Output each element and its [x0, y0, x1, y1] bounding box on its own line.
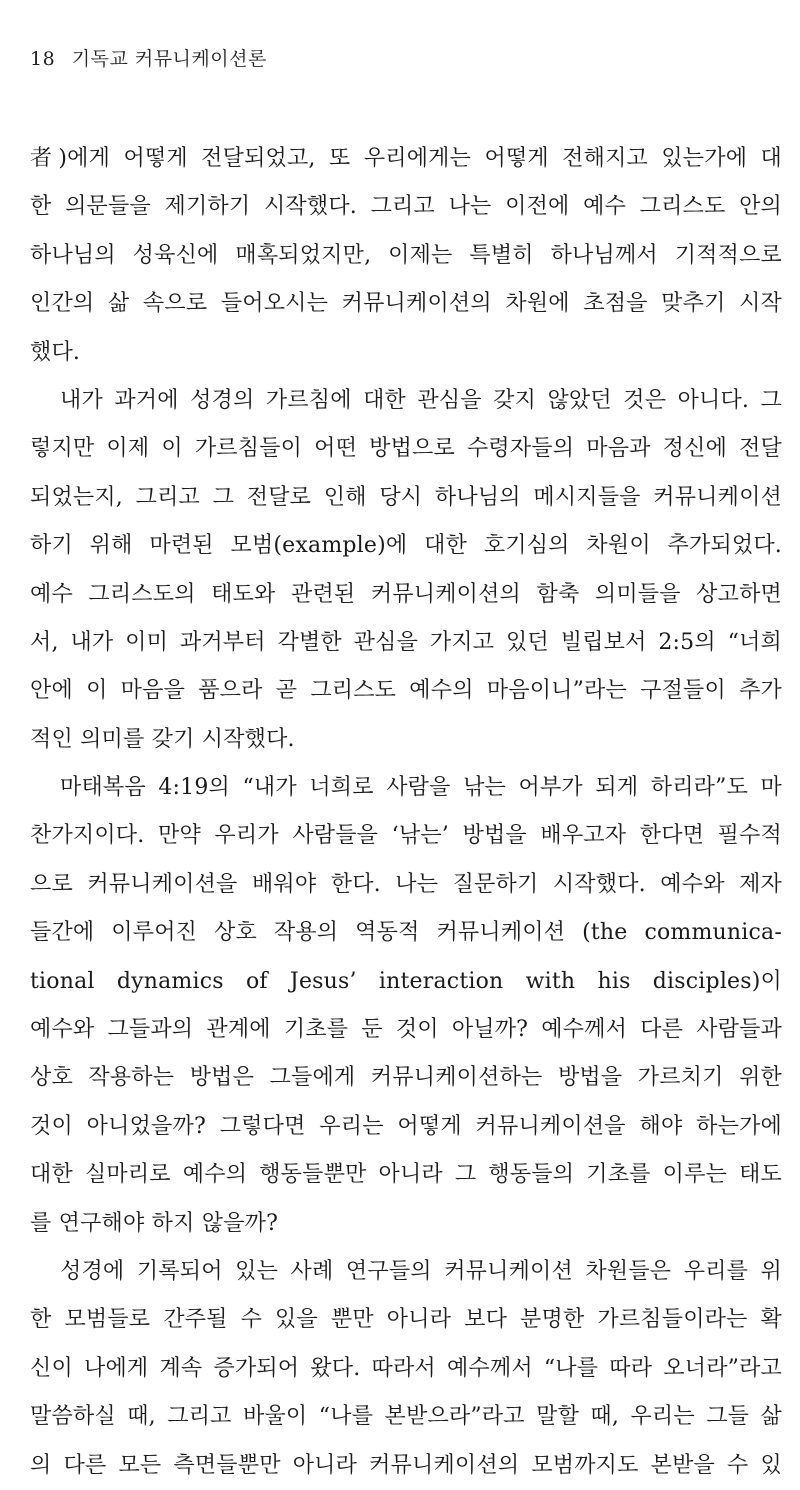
text-line: 것이 아니었을까? 그렇다면 우리는 어떻게 커뮤니케이션을 해야 하는가에: [30, 1113, 782, 1139]
text-line: 예수 그리스도의 태도와 관련된 커뮤니케이션의 함축 의미들을 상고하면: [30, 581, 782, 607]
text-line: 를 연구해야 하지 않을까?: [30, 1210, 279, 1236]
text-line: 되었는지, 그리고 그 전달로 인해 당시 하나님의 메시지들을 커뮤니케이션: [30, 484, 782, 510]
text-line: 하기 위해 마련된 모범(example)에 대한 호기심의 차원이 추가되었다.: [30, 533, 782, 559]
text-line: 들간에 이루어진 상호 작용의 역동적 커뮤니케이션 (the communica-: [30, 920, 782, 946]
running-title: 기독교 커뮤니케이션론: [71, 48, 267, 70]
text-line: 마태복음 4:19의 “내가 너희로 사람을 낚는 어부가 되게 하리라”도 마: [60, 775, 782, 801]
text-line: tional dynamics of Jesus’ interaction with his disciples)이: [30, 968, 782, 994]
text-line: 으로 커뮤니케이션을 배워야 한다. 나는 질문하기 시작했다. 예수와 제자: [30, 871, 782, 897]
text-line: 신이 나에게 계속 증가되어 왔다. 따라서 예수께서 “나를 따라 오너라”라고: [30, 1355, 782, 1381]
text-line: 대한 실마리로 예수의 행동들뿐만 아니라 그 행동들의 기초를 이루는 태도: [30, 1162, 782, 1188]
text-line: 의 다른 모든 측면들뿐만 아니라 커뮤니케이션의 모범까지도 본받을 수 있: [30, 1452, 782, 1478]
page-number: 18: [30, 48, 56, 70]
text-line: 적인 의미를 갖기 시작했다.: [30, 726, 295, 752]
text-line: 한 의문들을 제기하기 시작했다. 그리고 나는 이전에 예수 그리스도 안의: [30, 194, 782, 220]
text-line: 인간의 삶 속으로 들어오시는 커뮤니케이션의 차원에 초점을 맞추기 시작: [30, 291, 782, 317]
running-header: [30, 44, 267, 71]
body-text: [30, 135, 782, 1490]
text-line: 하나님의 성육신에 매혹되었지만, 이제는 특별히 하나님께서 기적적으로: [30, 242, 782, 268]
text-line: 안에 이 마음을 품으라 곧 그리스도 예수의 마음이니”라는 구절들이 추가: [30, 678, 782, 704]
text-line: 내가 과거에 성경의 가르침에 대한 관심을 갖지 않았던 것은 아니다. 그: [60, 387, 782, 413]
text-line: 말씀하실 때, 그리고 바울이 “나를 본받으라”라고 말할 때, 우리는 그들 삶: [30, 1404, 782, 1430]
text-line: 상호 작용하는 방법은 그들에게 커뮤니케이션하는 방법을 가르치기 위한: [30, 1065, 782, 1091]
text-line: 했다.: [30, 339, 81, 365]
text-line: 한 모범들로 간주될 수 있을 뿐만 아니라 보다 분명한 가르침들이라는 확: [30, 1307, 782, 1333]
text-line: 렇지만 이제 이 가르침들이 어떤 방법으로 수령자들의 마음과 정신에 전달: [30, 436, 782, 462]
text-line: 찬가지이다. 만약 우리가 사람들을 ‘낚는’ 방법을 배우고자 한다면 필수적: [30, 823, 782, 849]
text-line: 者)에게 어떻게 전달되었고, 또 우리에게는 어떻게 전해지고 있는가에 대: [30, 146, 782, 171]
text-line: 서, 내가 이미 과거부터 각별한 관심을 가지고 있던 빌립보서 2:5의 “너희: [30, 629, 782, 655]
text-line: 성경에 기록되어 있는 사례 연구들의 커뮤니케이션 차원들은 우리를 위: [60, 1258, 782, 1284]
text-line: 예수와 그들과의 관계에 기초를 둔 것이 아닐까? 예수께서 다른 사람들과: [30, 1017, 782, 1043]
